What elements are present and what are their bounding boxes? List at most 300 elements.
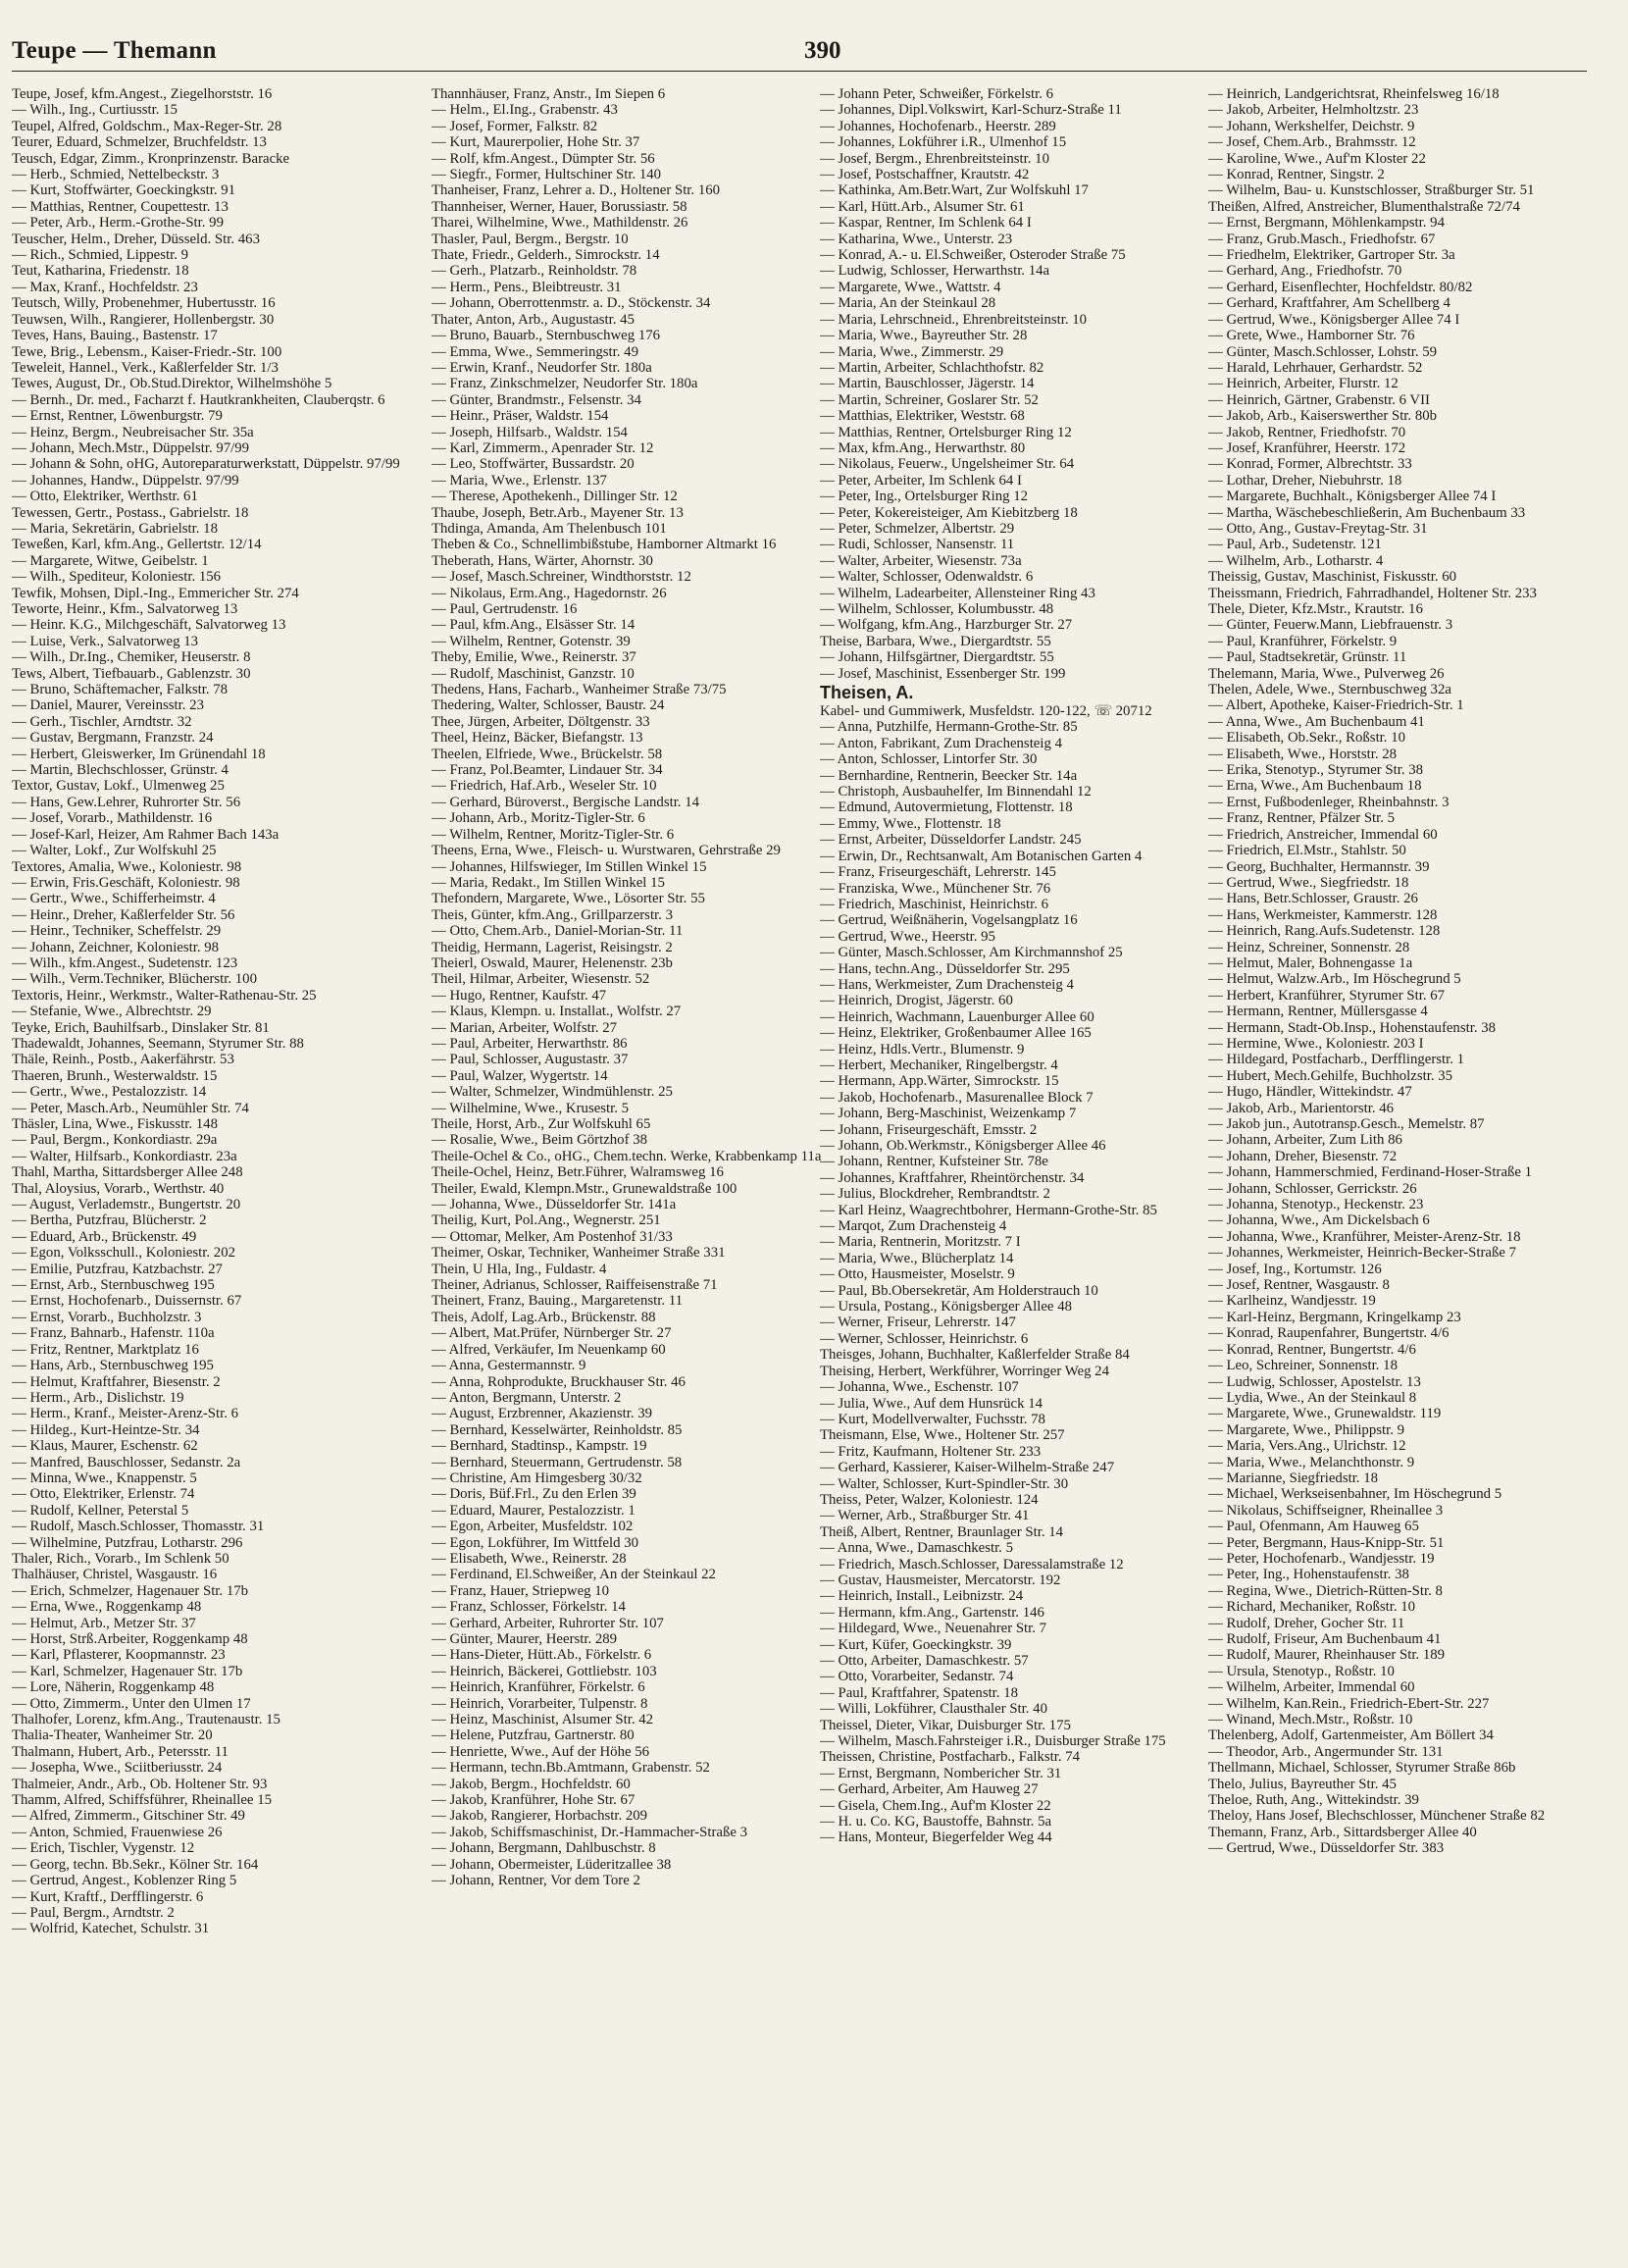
directory-entry: — Peter, Arbeiter, Im Schlenk 64 I: [820, 472, 1022, 489]
directory-entry: — Leo, Stoffwärter, Bussardstr. 20: [432, 456, 635, 473]
directory-entry: — Johann, Ob.Werkmstr., Königsberger Allee 46: [820, 1138, 1106, 1154]
directory-entry: — Manfred, Bauschlosser, Sedanstr. 2a: [12, 1454, 241, 1470]
directory-entry: — Paul, Schlosser, Augustastr. 37: [432, 1052, 629, 1068]
directory-entry: — Wilhelm, Arb., Lotharstr. 4: [1208, 552, 1384, 569]
directory-entry: — Maria, Vers.Ang., Ulrichstr. 12: [1208, 1438, 1406, 1455]
directory-entry: Theimer, Oskar, Techniker, Wanheimer Straße 331: [432, 1245, 726, 1262]
directory-entry: — Walter, Schlosser, Odenwaldstr. 6: [820, 569, 1034, 586]
directory-entry: Theissig, Gustav, Maschinist, Fiskusstr. 60: [1208, 569, 1457, 586]
directory-entry: Thelen, Adele, Wwe., Sternbuschweg 32a: [1208, 682, 1451, 698]
directory-entry: Themann, Franz, Arb., Sittardsberger Allee 40: [1208, 1824, 1477, 1840]
directory-entry: — Rudolf, Maurer, Rheinhauser Str. 189: [1208, 1647, 1446, 1664]
directory-entry: — Werner, Schlosser, Heinrichstr. 6: [820, 1330, 1029, 1347]
directory-entry: Theens, Erna, Wwe., Fleisch- u. Wurstwaren, Gehrstraße 29: [432, 843, 781, 859]
directory-entry: — Hermann, App.Wärter, Simrockstr. 15: [820, 1073, 1059, 1090]
directory-entry: — Max, Kranf., Hochfeldstr. 23: [12, 279, 198, 295]
directory-entry: — Konrad, Raupenfahrer, Bungertstr. 4/6: [1208, 1325, 1450, 1342]
directory-entry: — Gerh., Tischler, Arndtstr. 32: [12, 713, 192, 730]
directory-entry: — Josef, Chem.Arb., Brahmsstr. 12: [1208, 134, 1416, 151]
directory-entry: — Willi, Lokführer, Clausthaler Str. 40: [820, 1701, 1047, 1718]
directory-entry: Theidig, Hermann, Lagerist, Reisingstr. 2: [432, 939, 673, 955]
directory-entry: — Gerhard, Büroverst., Bergische Landstr. 14: [432, 794, 699, 810]
column-1: [12, 86, 404, 2258]
directory-entry: — Johann, Werkshelfer, Deichstr. 9: [1208, 118, 1415, 134]
directory-entry: Thater, Anton, Arb., Augustastr. 45: [432, 311, 635, 328]
directory-entry: — Erwin, Dr., Rechtsanwalt, Am Botanischen Garten 4: [820, 848, 1143, 864]
directory-entry: — Martha, Wäschebeschließerin, Am Buchenbaum 33: [1208, 504, 1526, 521]
directory-entry: — Lothar, Dreher, Niebuhrstr. 18: [1208, 472, 1402, 489]
directory-entry: — Winand, Mech.Mstr., Roßstr. 10: [1208, 1712, 1413, 1728]
directory-entry: — Paul, Stadtsekretär, Grünstr. 11: [1208, 649, 1407, 666]
column-4: [1208, 86, 1587, 2258]
directory-entry: — Konrad, Rentner, Bungertstr. 4/6: [1208, 1341, 1416, 1358]
directory-entry: — Johannes, Dipl.Volkswirt, Karl-Schurz-Straße 11: [820, 102, 1122, 119]
directory-entry: Teuscher, Helm., Dreher, Düsseld. Str. 463: [12, 231, 260, 247]
directory-entry: — Paul, kfm.Ang., Elsässer Str. 14: [432, 617, 636, 634]
directory-entry: Teweleit, Hannel., Verk., Kaßlerfelder Str. 1/3: [12, 359, 279, 376]
directory-entry: — Gerhard, Arbeiter, Am Hauweg 27: [820, 1781, 1039, 1798]
directory-entry: Tewessen, Gertr., Postass., Gabrielstr. 18: [12, 504, 249, 521]
directory-entry: Theil, Hilmar, Arbeiter, Wiesenstr. 52: [432, 971, 650, 988]
directory-entry: — Peter, Arb., Herm.-Grothe-Str. 99: [12, 215, 224, 232]
directory-entry: — Johann Peter, Schweißer, Förkelstr. 6: [820, 86, 1053, 102]
directory-entry: — Wilhelm, Schlosser, Kolumbusstr. 48: [820, 601, 1054, 617]
directory-entry: — Eduard, Arb., Brückenstr. 49: [12, 1228, 197, 1245]
directory-entry: — Johann, Rentner, Kufsteiner Str. 78e: [820, 1154, 1048, 1170]
directory-entry: — Georg, techn. Bb.Sekr., Kölner Str. 164: [12, 1856, 259, 1873]
directory-entry: — Hermann, techn.Bb.Amtmann, Grabenstr. 52: [432, 1760, 710, 1777]
directory-entry: — Wilh., Ing., Curtiusstr. 15: [12, 102, 178, 119]
directory-entry: Theby, Emilie, Wwe., Reinerstr. 37: [432, 649, 636, 666]
directory-entry: — Joseph, Hilfsarb., Waldstr. 154: [432, 424, 628, 440]
directory-entry: — Bruno, Bauarb., Sternbuschweg 176: [432, 328, 661, 344]
directory-entry: — Hildegard, Wwe., Neuenahrer Str. 7: [820, 1621, 1047, 1637]
directory-entry: — Wilhelm, Bau- u. Kunstschlosser, Straßburger Str. 51: [1208, 182, 1535, 199]
directory-entry: — Hugo, Rentner, Kaufstr. 47: [432, 987, 607, 1004]
directory-entry: — Albert, Apotheke, Kaiser-Friedrich-Str. 1: [1208, 697, 1464, 714]
directory-entry: — Karl, Hütt.Arb., Alsumer Str. 61: [820, 198, 1025, 215]
directory-entry: — Heinrich, Landgerichtsrat, Rheinfelsweg 16/18: [1208, 86, 1500, 102]
directory-entry: — Heinrich, Gärtner, Grabenstr. 6 VII: [1208, 391, 1430, 408]
directory-entry: — Jakob, Arbeiter, Helmholtzstr. 23: [1208, 102, 1419, 119]
directory-entry: — Kurt, Stoffwärter, Goeckingkstr. 91: [12, 182, 236, 199]
directory-entry: — Franz, Zinkschmelzer, Neudorfer Str. 180a: [432, 376, 698, 392]
directory-entry: — Wilhelmine, Wwe., Krusestr. 5: [432, 1100, 630, 1116]
directory-entry: — Margarete, Wwe., Wattstr. 4: [820, 279, 1001, 295]
directory-entry: — Friedrich, Maschinist, Heinrichstr. 6: [820, 896, 1049, 912]
directory-entry: — Wilhelm, Rentner, Moritz-Tigler-Str. 6: [432, 826, 675, 843]
directory-entry: — Günter, Masch.Schlosser, Am Kirchmannshof 25: [820, 945, 1123, 961]
directory-entry: — Josef, Kranführer, Heerstr. 172: [1208, 439, 1406, 456]
directory-entry: Thaeren, Brunh., Westerwaldstr. 15: [12, 1067, 218, 1084]
directory-entry: — Peter, Hochofenarb., Wandjesstr. 19: [1208, 1550, 1435, 1567]
directory-entry: — Rich., Schmied, Lippestr. 9: [12, 247, 189, 264]
directory-entry: Teves, Hans, Bauing., Bastenstr. 17: [12, 328, 218, 344]
directory-entry: — Heinr., Dreher, Kaßlerfelder Str. 56: [12, 906, 235, 923]
directory-entry: — Wilhelm, Arbeiter, Immendal 60: [1208, 1679, 1415, 1696]
directory-entry: Tewes, August, Dr., Ob.Stud.Direktor, Wilhelmshöhe 5: [12, 376, 332, 392]
directory-entry: — Franz, Rentner, Pfälzer Str. 5: [1208, 810, 1396, 827]
directory-entry: — Johann, Rentner, Vor dem Tore 2: [432, 1873, 640, 1889]
directory-entry: — Johannes, Handw., Düppelstr. 97/99: [12, 472, 239, 489]
directory-entry: — Wilhelm, Rentner, Gotenstr. 39: [432, 633, 631, 649]
directory-entry: — Helmut, Arb., Metzer Str. 37: [12, 1615, 196, 1631]
directory-entry: Thele, Dieter, Kfz.Mstr., Krautstr. 16: [1208, 601, 1423, 617]
directory-entry: — Maria, Redakt., Im Stillen Winkel 15: [432, 874, 665, 891]
directory-entry: — Heinr., Techniker, Scheffelstr. 29: [12, 923, 222, 940]
directory-entry: — H. u. Co. KG, Baustoffe, Bahnstr. 5a: [820, 1814, 1052, 1830]
directory-entry: — Friedrich, Anstreicher, Immendal 60: [1208, 826, 1438, 843]
directory-entry: — Paul, Walzer, Wygertstr. 14: [432, 1067, 608, 1084]
directory-entry: — Margarete, Buchhalt., Königsberger Allee 74 I: [1208, 489, 1497, 505]
directory-entry: — Hermann, Rentner, Müllersgasse 4: [1208, 1004, 1428, 1020]
directory-entry: Thäsler, Lina, Wwe., Fiskusstr. 148: [12, 1116, 218, 1132]
directory-entry: — Hans, Gew.Lehrer, Ruhrorter Str. 56: [12, 794, 241, 810]
directory-entry: — Rudolf, Dreher, Gocher Str. 11: [1208, 1615, 1405, 1631]
directory-entry: — Gertrud, Wwe., Düsseldorfer Str. 383: [1208, 1840, 1445, 1857]
directory-entry: — Günter, Masch.Schlosser, Lohstr. 59: [1208, 343, 1438, 360]
directory-entry: — Erna, Wwe., Am Buchenbaum 18: [1208, 778, 1422, 795]
directory-entry: — Lydia, Wwe., An der Steinkaul 8: [1208, 1389, 1417, 1406]
directory-entry: — Marqot, Zum Drachensteig 4: [820, 1218, 1007, 1235]
directory-entry: — Josef, Bergm., Ehrenbreitsteinstr. 10: [820, 150, 1049, 167]
directory-entry: — Heinz, Elektriker, Großenbaumer Allee 165: [820, 1025, 1092, 1042]
directory-entry: Thein, U Hla, Ing., Fuldastr. 4: [432, 1261, 607, 1277]
directory-entry: — August, Verlademstr., Bungertstr. 20: [12, 1197, 241, 1213]
directory-entry: — Bernhard, Kesselwärter, Reinholdstr. 85: [432, 1421, 683, 1438]
directory-entry: — Heinrich, Install., Leibnizstr. 24: [820, 1588, 1024, 1605]
directory-entry: Theilig, Kurt, Pol.Ang., Wegnerstr. 251: [432, 1212, 661, 1229]
directory-entry: Thelenberg, Adolf, Gartenmeister, Am Böllert 34: [1208, 1727, 1494, 1744]
directory-entry: — Hans-Dieter, Hütt.Ab., Förkelstr. 6: [432, 1647, 652, 1664]
directory-entry: — Johann, Hilfsgärtner, Diergardtstr. 55: [820, 649, 1054, 666]
directory-entry: — Konrad, A.- u. El.Schweißer, Osteroder Straße 75: [820, 247, 1126, 264]
directory-entry: — Helm., El.Ing., Grabenstr. 43: [432, 102, 618, 119]
directory-entry: — Hans, techn.Ang., Düsseldorfer Str. 295: [820, 960, 1070, 977]
directory-entry: — Friedrich, Masch.Schlosser, Daressalamstraße 12: [820, 1556, 1124, 1572]
directory-entry: Theis, Adolf, Lag.Arb., Brückenstr. 88: [432, 1309, 656, 1325]
directory-entry: — Werner, Arb., Straßburger Str. 41: [820, 1508, 1030, 1524]
directory-entry: — Johannes, Hochofenarb., Heerstr. 289: [820, 118, 1056, 134]
directory-entry: — Karl Heinz, Waagrechtbohrer, Hermann-Grothe-Str. 85: [820, 1202, 1157, 1218]
directory-entry: — Wolfgang, kfm.Ang., Harzburger Str. 27: [820, 617, 1073, 634]
directory-entry: — Otto, Ang., Gustav-Freytag-Str. 31: [1208, 520, 1428, 537]
directory-entry: — Jakob, Rangierer, Horbachstr. 209: [432, 1808, 648, 1825]
directory-entry: Thannheiser, Werner, Hauer, Borussiastr. 58: [432, 198, 687, 215]
directory-entry: — Franz, Grub.Masch., Friedhofstr. 67: [1208, 231, 1436, 247]
directory-entry: — Josef, Vorarb., Mathildenstr. 16: [12, 810, 213, 827]
directory-entry: — Nikolaus, Feuerw., Ungelsheimer Str. 64: [820, 456, 1075, 473]
directory-entry: Theloe, Ruth, Ang., Wittekindstr. 39: [1208, 1792, 1419, 1809]
directory-entry: — Theodor, Arb., Angermunder Str. 131: [1208, 1743, 1444, 1760]
directory-entry: — Heinrich, Drogist, Jägerstr. 60: [820, 993, 1013, 1009]
directory-entry: — Egon, Volksschull., Koloniestr. 202: [12, 1245, 235, 1262]
directory-entry: — Gertrud, Weißnäherin, Vogelsangplatz 16: [820, 912, 1078, 929]
directory-entry: — Kaspar, Rentner, Im Schlenk 64 I: [820, 215, 1032, 232]
directory-entry: — Günter, Maurer, Heerstr. 289: [432, 1631, 618, 1647]
directory-entry: — Herbert, Mechaniker, Ringelbergstr. 4: [820, 1057, 1058, 1073]
directory-entry: — Wolfrid, Katechet, Schulstr. 31: [12, 1921, 210, 1937]
directory-entry: — Lore, Näherin, Roggenkamp 48: [12, 1679, 215, 1696]
directory-entry: — Johann, Zeichner, Koloniestr. 98: [12, 939, 220, 955]
directory-entry: — Albert, Mat.Prüfer, Nürnberger Str. 27: [432, 1325, 672, 1342]
directory-entry: — Paul, Gertrudenstr. 16: [432, 601, 578, 617]
directory-entry: — Gertr., Wwe., Schifferheimstr. 4: [12, 891, 216, 907]
directory-entry: — Alfred, Zimmerm., Gitschiner Str. 49: [12, 1808, 245, 1825]
directory-entry: — Ferdinand, El.Schweißer, An der Steinkaul 22: [432, 1567, 716, 1583]
directory-entry: — Daniel, Maurer, Vereinsstr. 23: [12, 697, 204, 714]
directory-entry: — Nikolaus, Schiffseigner, Rheinallee 3: [1208, 1502, 1444, 1519]
directory-entry: — Karl, Schmelzer, Hagenauer Str. 17b: [12, 1663, 243, 1679]
directory-entry: — Franz, Pol.Beamter, Lindauer Str. 34: [432, 762, 663, 779]
directory-entry: — Gustav, Bergmann, Franzstr. 24: [12, 730, 214, 747]
directory-entry: — Erwin, Kranf., Neudorfer Str. 180a: [432, 359, 652, 376]
directory-entry: — Anton, Bergmann, Unterstr. 2: [432, 1389, 622, 1406]
directory-entry: — Jakob jun., Autotransp.Gesch., Memelstr. 87: [1208, 1116, 1485, 1132]
directory-entry: — Peter, Masch.Arb., Neumühler Str. 74: [12, 1100, 249, 1116]
directory-entry: — Karl, Pflasterer, Koopmannstr. 23: [12, 1647, 226, 1664]
directory-entry: — Peter, Ing., Hohenstaufenstr. 38: [1208, 1567, 1409, 1583]
directory-entry: — Karl, Zimmerm., Apenrader Str. 12: [432, 439, 654, 456]
directory-entry: — Gertrud, Wwe., Heerstr. 95: [820, 928, 995, 945]
directory-entry: — Marian, Arbeiter, Wolfstr. 27: [432, 1019, 618, 1036]
directory-entry: — Johannes, Lokführer i.R., Ulmenhof 15: [820, 134, 1067, 151]
directory-entry: Theis, Günter, kfm.Ang., Grillparzerstr. 3: [432, 906, 673, 923]
page-header: [12, 37, 1587, 72]
directory-entry: Teurer, Eduard, Schmelzer, Bruchfeldstr. 13: [12, 134, 267, 151]
directory-entry: — Hans, Arb., Sternbuschweg 195: [12, 1358, 214, 1374]
directory-entry: — Heinr., Präser, Waldstr. 154: [432, 408, 609, 425]
directory-entry: — Johann, Arbeiter, Zum Lith 86: [1208, 1132, 1402, 1149]
directory-entry: — Otto, Elektriker, Werthstr. 61: [12, 489, 198, 505]
directory-entry: — Paul, Arb., Sudetenstr. 121: [1208, 537, 1382, 553]
directory-entry: — Walter, Lokf., Zur Wolfskuhl 25: [12, 843, 217, 859]
directory-entry: — Erich, Tischler, Vygenstr. 12: [12, 1840, 195, 1857]
directory-entry: — Hans, Werkmeister, Zum Drachensteig 4: [820, 976, 1074, 993]
directory-entry: — Margarete, Wwe., Philippstr. 9: [1208, 1421, 1405, 1438]
directory-entry: Kabel- und Gummiwerk, Musfeldstr. 120-122, ☏ 20712: [820, 703, 1152, 720]
directory-entry: — Margarete, Wwe., Grunewaldstr. 119: [1208, 1406, 1442, 1422]
directory-entry: — Ernst, Bergmann, Möhlenkampstr. 94: [1208, 215, 1445, 232]
directory-entry: — Ernst, Vorarb., Buchholzstr. 3: [12, 1309, 202, 1325]
directory-entry: — Johannes, Werkmeister, Heinrich-Becker-Straße 7: [1208, 1245, 1517, 1262]
directory-entry: — Wilhelmine, Putzfrau, Lotharstr. 296: [12, 1534, 243, 1551]
directory-entry: Theisges, Johann, Buchhalter, Kaßlerfelder Straße 84: [820, 1347, 1130, 1364]
directory-entry: — Walter, Arbeiter, Wiesenstr. 73a: [820, 552, 1022, 569]
directory-entry: Theel, Heinz, Bäcker, Biefangstr. 13: [432, 730, 643, 747]
directory-entry: — Wilh., Verm.Techniker, Blücherstr. 100: [12, 971, 257, 988]
directory-entry: — Friedhelm, Elektriker, Gartroper Str. 3a: [1208, 247, 1455, 264]
directory-entry: — Elisabeth, Wwe., Reinerstr. 28: [432, 1550, 627, 1567]
directory-entry: Thalmann, Hubert, Arb., Petersstr. 11: [12, 1743, 229, 1760]
directory-entry: — Max, kfm.Ang., Herwarthstr. 80: [820, 439, 1026, 456]
directory-entry: — Siegfr., Former, Hultschiner Str. 140: [432, 167, 662, 183]
directory-entry: — Konrad, Former, Albrechtstr. 33: [1208, 456, 1412, 473]
directory-entry: — Peter, Bergmann, Haus-Knipp-Str. 51: [1208, 1534, 1445, 1551]
directory-entry: — Kathinka, Am.Betr.Wart, Zur Wolfskuhl 17: [820, 182, 1089, 199]
directory-entry: — Martin, Schreiner, Goslarer Str. 52: [820, 391, 1039, 408]
directory-entry: — Gustav, Hausmeister, Mercatorstr. 192: [820, 1572, 1061, 1588]
directory-entry: — Peter, Ing., Ortelsburger Ring 12: [820, 489, 1029, 505]
directory-entry: — Alfred, Verkäufer, Im Neuenkamp 60: [432, 1341, 666, 1358]
directory-entry: — Matthias, Rentner, Coupettestr. 13: [12, 198, 229, 215]
directory-entry: Theile-Ochel, Heinz, Betr.Führer, Walramsweg 16: [432, 1164, 724, 1181]
directory-entry: — Paul, Kraftfahrer, Spatenstr. 18: [820, 1684, 1018, 1701]
directory-entry: Thalia-Theater, Wanheimer Str. 20: [12, 1727, 213, 1744]
directory-entry: — Gerh., Platzarb., Reinholdstr. 78: [432, 263, 637, 280]
directory-entry: — Herbert, Kranführer, Styrumer Str. 67: [1208, 987, 1446, 1004]
directory-entry: — Bernhard, Stadtinsp., Kampstr. 19: [432, 1438, 647, 1455]
directory-entry: Theinert, Franz, Bauing., Margaretenstr. 11: [432, 1293, 683, 1310]
directory-entry: — Maria, Wwe., Erlenstr. 137: [432, 472, 607, 489]
directory-entry: — Johann, Arb., Moritz-Tigler-Str. 6: [432, 810, 645, 827]
directory-entry: — Josef, Maschinist, Essenberger Str. 199: [820, 665, 1066, 682]
directory-entry: Thadewaldt, Johannes, Seemann, Styrumer Str. 88: [12, 1035, 304, 1052]
directory-entry: — Helmut, Walzw.Arb., Im Höschegrund 5: [1208, 971, 1461, 988]
directory-entry: — Jakob, Arb., Kaiserswerther Str. 80b: [1208, 408, 1438, 425]
directory-entry: — Richard, Mechaniker, Roßstr. 10: [1208, 1599, 1416, 1616]
directory-entry: — Ludwig, Schlosser, Herwarthstr. 14a: [820, 263, 1050, 280]
directory-entry: — Heinrich, Bäckerei, Gottliebstr. 103: [432, 1663, 657, 1679]
directory-entry: — Paul, Kranführer, Förkelstr. 9: [1208, 633, 1398, 649]
directory-entry: — Jakob, Schiffsmaschinist, Dr.-Hammacher-Straße 3: [432, 1824, 748, 1840]
directory-entry: — Doris, Büf.Frl., Zu den Erlen 39: [432, 1486, 636, 1503]
directory-entry: — Michael, Werkseisenbahner, Im Höschegrund 5: [1208, 1486, 1502, 1503]
directory-entry: Thedering, Walter, Schlosser, Baustr. 24: [432, 697, 665, 714]
directory-entry: — Heinz, Hdls.Vertr., Blumenstr. 9: [820, 1041, 1025, 1057]
directory-entry: Theben & Co., Schnellimbißstube, Hamborner Altmarkt 16: [432, 537, 777, 553]
directory-entry: — Maria, Lehrschneid., Ehrenbreitsteinstr. 10: [820, 311, 1088, 328]
directory-entry: — Otto, Elektriker, Erlenstr. 74: [12, 1486, 195, 1503]
directory-entry: Theising, Herbert, Werkführer, Worringer Weg 24: [820, 1363, 1109, 1379]
directory-entry: Theile-Ochel & Co., oHG., Chem.techn. Werke, Krabbenkamp 11a: [432, 1148, 822, 1164]
directory-entry: — Emma, Wwe., Semmeringstr. 49: [432, 343, 638, 360]
directory-entry: — Christoph, Ausbauhelfer, Im Binnendahl 12: [820, 784, 1092, 800]
directory-entry: — Heinrich, Vorarbeiter, Tulpenstr. 8: [432, 1695, 648, 1712]
directory-entry: — Wilh., kfm.Angest., Sudetenstr. 123: [12, 954, 238, 971]
directory-entry: — Paul, Arbeiter, Herwarthstr. 86: [432, 1035, 628, 1052]
directory-entry: — Gertrud, Wwe., Königsberger Allee 74 I: [1208, 311, 1460, 328]
directory-entry: — Johanna, Wwe., Eschenstr. 107: [820, 1379, 1019, 1396]
directory-entry: — Josef, Ing., Kortumstr. 126: [1208, 1261, 1382, 1277]
directory-entry: Theisen, A.: [820, 683, 914, 703]
directory-entry: — Jakob, Kranführer, Hohe Str. 67: [432, 1792, 636, 1809]
directory-entry: — Wilh., Dr.Ing., Chemiker, Heuserstr. 8: [12, 649, 251, 666]
directory-entry: — Luise, Verk., Salvatorweg 13: [12, 633, 198, 649]
directory-entry: — Maria, Wwe., Blücherplatz 14: [820, 1250, 1014, 1266]
directory-entry: — Wilhelm, Ladearbeiter, Allensteiner Ring 43: [820, 585, 1095, 601]
directory-entry: — Johann, Oberrottenmstr. a. D., Stöckenstr. 34: [432, 295, 711, 312]
column-2: [432, 86, 824, 2258]
directory-entry: — Paul, Bergm., Arndtstr. 2: [12, 1904, 175, 1921]
directory-entry: Tharei, Wilhelmine, Wwe., Mathildenstr. 26: [432, 215, 688, 232]
directory-entry: Tewfik, Mohsen, Dipl.-Ing., Emmericher Str. 274: [12, 585, 299, 601]
directory-entry: Theissen, Christine, Postfacharb., Falkstr. 74: [820, 1749, 1081, 1766]
directory-entry: Thahl, Martha, Sittardsberger Allee 248: [12, 1164, 243, 1181]
directory-entry: — Otto, Arbeiter, Damaschkestr. 57: [820, 1653, 1029, 1669]
directory-entry: Teutsch, Willy, Probenehmer, Hubertusstr. 16: [12, 295, 276, 312]
directory-entry: Teworte, Heinr., Kfm., Salvatorweg 13: [12, 601, 238, 617]
directory-entry: Theissmann, Friedrich, Fahrradhandel, Holtener Str. 233: [1208, 585, 1537, 601]
directory-entry: — Anna, Wwe., Am Buchenbaum 41: [1208, 713, 1425, 730]
directory-entry: — Minna, Wwe., Knappenstr. 5: [12, 1469, 197, 1486]
directory-entry: — Josef, Former, Falkstr. 82: [432, 118, 598, 134]
directory-entry: Theissel, Dieter, Vikar, Duisburger Str. 175: [820, 1717, 1071, 1733]
directory-entry: — Johann, Friseurgeschäft, Emsstr. 2: [820, 1121, 1038, 1138]
directory-entry: — Ernst, Arbeiter, Düsseldorfer Landstr. 245: [820, 832, 1082, 849]
directory-entry: — Ottomar, Melker, Am Postenhof 31/33: [432, 1228, 673, 1245]
directory-entry: — Heinrich, Rang.Aufs.Sudetenstr. 128: [1208, 923, 1441, 940]
directory-entry: — Anna, Wwe., Damaschkestr. 5: [820, 1540, 1013, 1557]
directory-entry: — Jakob, Hochofenarb., Masurenallee Block 7: [820, 1089, 1094, 1106]
directory-entry: — Wilhelm, Masch.Fahrsteiger i.R., Duisburger Straße 175: [820, 1733, 1166, 1750]
directory-entry: — Hugo, Händler, Wittekindstr. 47: [1208, 1084, 1412, 1101]
directory-entry: — Hermine, Wwe., Koloniestr. 203 I: [1208, 1035, 1424, 1052]
directory-entry: — Karlheinz, Wandjesstr. 19: [1208, 1293, 1376, 1310]
directory-entry: — Rosalie, Wwe., Beim Görtzhof 38: [432, 1132, 647, 1149]
directory-entry: — Ludwig, Schlosser, Apostelstr. 13: [1208, 1373, 1421, 1390]
directory-entry: — Margarete, Witwe, Geibelstr. 1: [12, 552, 209, 569]
directory-entry: — Maria, Wwe., Zimmerstr. 29: [820, 343, 1004, 360]
directory-entry: — Gertr., Wwe., Pestalozzistr. 14: [12, 1084, 207, 1101]
directory-entry: — Rudolf, Masch.Schlosser, Thomasstr. 31: [12, 1519, 265, 1535]
directory-entry: — Friedrich, Haf.Arb., Weseler Str. 10: [432, 778, 657, 795]
directory-entry: — Fritz, Kaufmann, Holtener Str. 233: [820, 1443, 1042, 1460]
directory-entry: — Paul, Bb.Obersekretär, Am Holderstrauch 10: [820, 1282, 1098, 1299]
running-title: Teupe — Themann: [12, 37, 217, 64]
directory-entry: — Herm., Kranf., Meister-Arenz-Str. 6: [12, 1406, 239, 1422]
directory-entry: — Peter, Kokereisteiger, Am Kiebitzberg 18: [820, 504, 1078, 521]
directory-entry: Theiss, Peter, Walzer, Koloniestr. 124: [820, 1491, 1039, 1508]
directory-entry: — Josef, Rentner, Wasgaustr. 8: [1208, 1277, 1390, 1294]
directory-entry: — Matthias, Elektriker, Weststr. 68: [820, 408, 1025, 425]
directory-entry: — Paul, Ofenmann, Am Hauweg 65: [1208, 1519, 1419, 1535]
directory-entry: — Heinz, Schreiner, Sonnenstr. 28: [1208, 939, 1410, 955]
directory-entry: — Heinz, Bergm., Neubreisacher Str. 35a: [12, 424, 254, 440]
directory-entry: — Grete, Wwe., Hamborner Str. 76: [1208, 328, 1415, 344]
directory-entry: — Anton, Fabrikant, Zum Drachensteig 4: [820, 735, 1062, 751]
directory-entry: — Josef, Masch.Schreiner, Windthorststr. 12: [432, 569, 691, 586]
directory-entry: — Erika, Stenotyp., Styrumer Str. 38: [1208, 762, 1424, 779]
directory-entry: — Elisabeth, Ob.Sekr., Roßstr. 10: [1208, 730, 1405, 747]
directory-entry: Tewe, Brig., Lebensm., Kaiser-Friedr.-Str. 100: [12, 343, 282, 360]
directory-entry: — Helene, Putzfrau, Gartnerstr. 80: [432, 1727, 635, 1744]
directory-entry: — Edmund, Autovermietung, Flottenstr. 18: [820, 799, 1073, 816]
directory-entry: — Klaus, Maurer, Eschenstr. 62: [12, 1438, 198, 1455]
directory-entry: — Maria, Rentnerin, Moritzstr. 7 I: [820, 1234, 1021, 1251]
directory-entry: — Heinrich, Wachmann, Lauenburger Allee 60: [820, 1008, 1094, 1025]
directory-entry: — Gerhard, Kraftfahrer, Am Schellberg 4: [1208, 295, 1450, 312]
directory-entry: Teut, Katharina, Friedenstr. 18: [12, 263, 189, 280]
directory-entry: Teupe, Josef, kfm.Angest., Ziegelhorststr. 16: [12, 86, 273, 102]
directory-entry: — Jakob, Rentner, Friedhofstr. 70: [1208, 424, 1406, 440]
directory-entry: Theise, Barbara, Wwe., Diergardtstr. 55: [820, 633, 1051, 649]
directory-entry: Theißen, Alfred, Anstreicher, Blumenthalstraße 72/74: [1208, 198, 1520, 215]
directory-entry: Theiß, Albert, Rentner, Braunlager Str. 14: [820, 1523, 1064, 1540]
directory-entry: — Julius, Blockdreher, Rembrandtstr. 2: [820, 1186, 1050, 1203]
directory-entry: — Konrad, Rentner, Singstr. 2: [1208, 167, 1385, 183]
directory-entry: — Maria, Sekretärin, Gabrielstr. 18: [12, 520, 218, 537]
directory-entry: — Hans, Betr.Schlosser, Graustr. 26: [1208, 891, 1418, 907]
directory-entry: — Ernst, Fußbodenleger, Rheinbahnstr. 3: [1208, 794, 1450, 810]
directory-entry: Theile, Horst, Arb., Zur Wolfskuhl 65: [432, 1116, 651, 1132]
directory-entry: — Martin, Bauschlosser, Jägerstr. 14: [820, 376, 1035, 392]
directory-entry: — Elisabeth, Wwe., Horststr. 28: [1208, 746, 1398, 762]
directory-entry: — Franz, Bahnarb., Hafenstr. 110a: [12, 1325, 215, 1342]
directory-entry: Thamm, Alfred, Schiffsführer, Rheinallee 15: [12, 1792, 272, 1809]
directory-entry: — Otto, Hausmeister, Moselstr. 9: [820, 1266, 1015, 1283]
directory-entry: — Friedrich, El.Mstr., Stahlstr. 50: [1208, 843, 1406, 859]
